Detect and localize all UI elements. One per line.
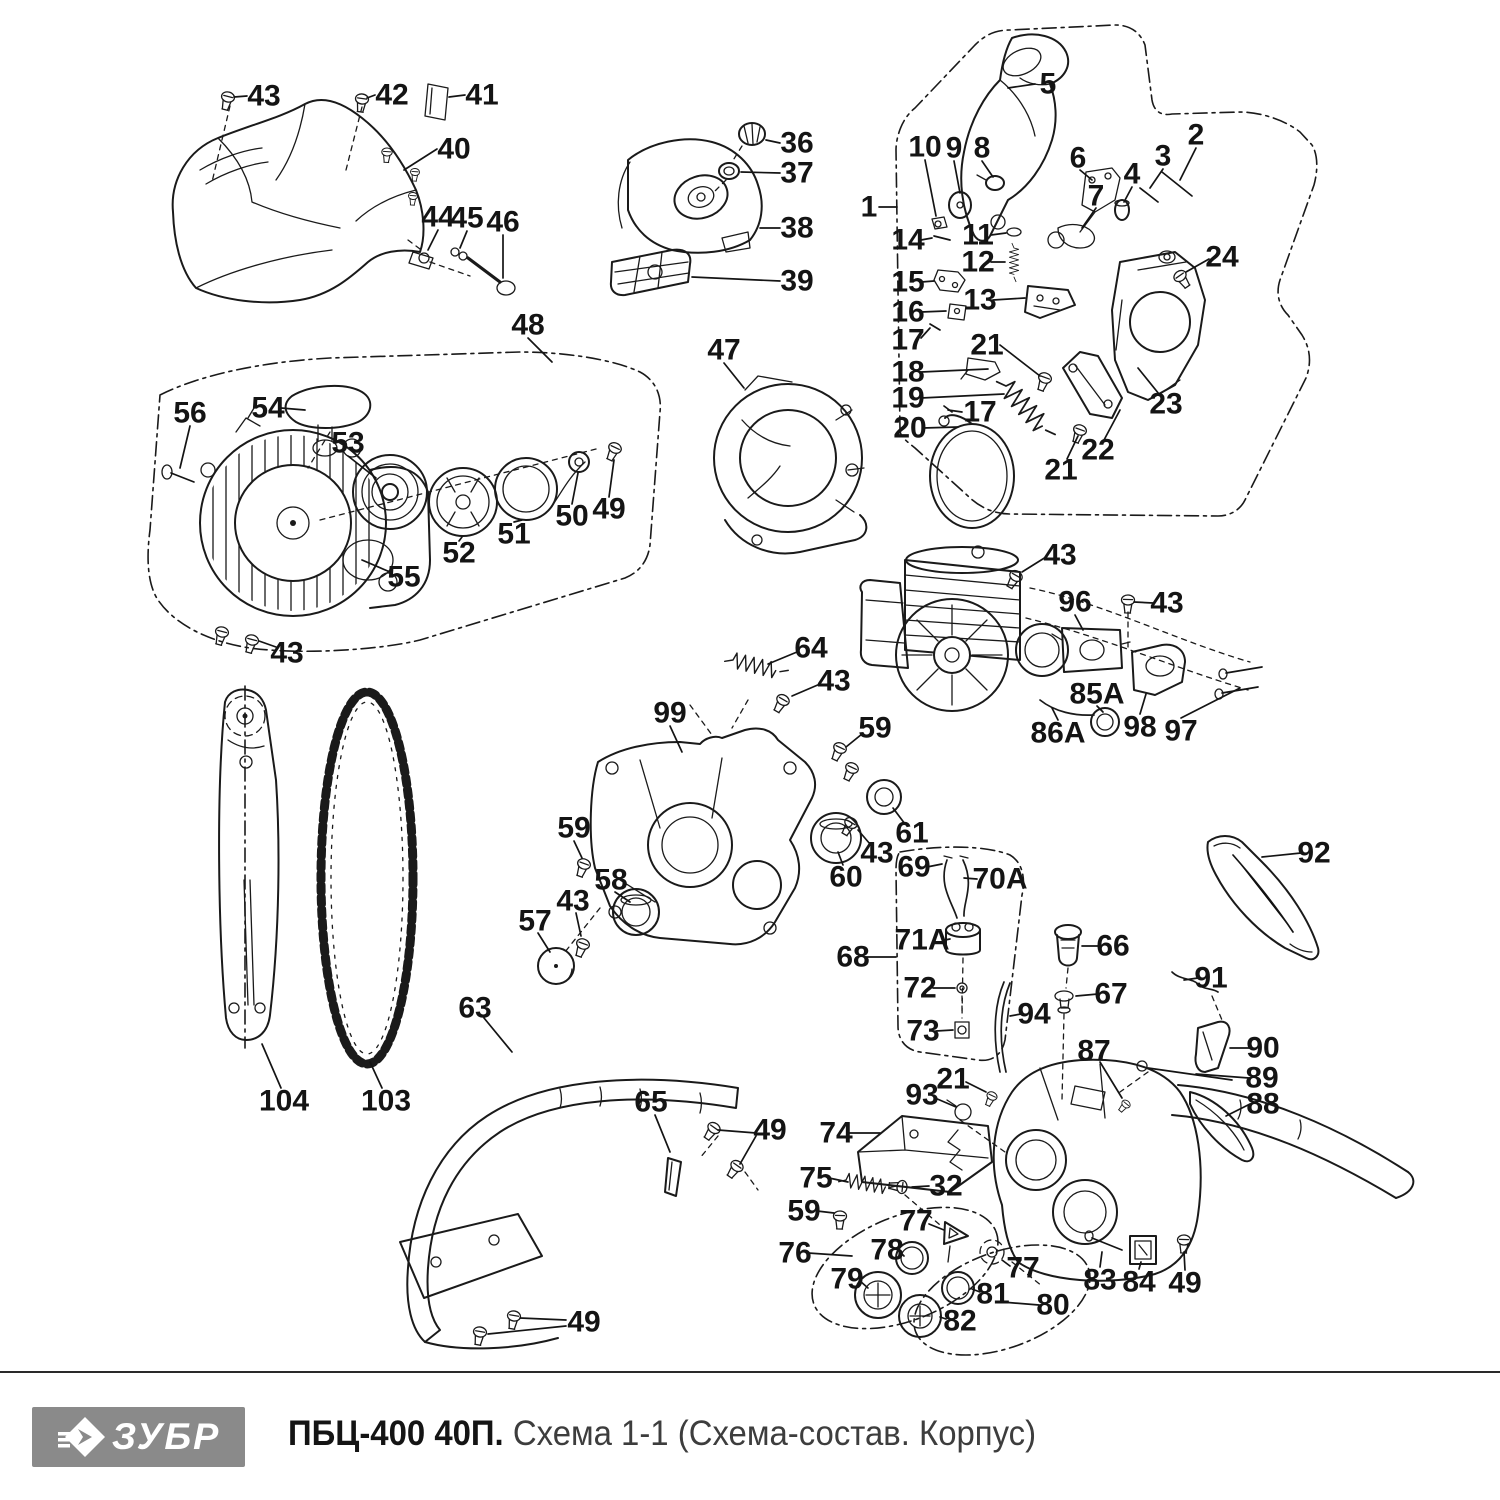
part-tank-body xyxy=(948,1060,1201,1281)
part-label-47: 47 xyxy=(707,333,741,367)
part-65-insert xyxy=(665,1158,681,1196)
part-label-17: 17 xyxy=(891,323,925,357)
part-label-8: 8 xyxy=(973,131,991,165)
part-label-43: 43 xyxy=(270,636,304,670)
part-43-screw xyxy=(771,692,791,714)
part-74-airbox xyxy=(858,1116,992,1192)
part-label-43: 43 xyxy=(556,884,590,918)
chain-drawing xyxy=(321,692,413,1064)
leader-line-104 xyxy=(262,1044,281,1088)
part-7-lever xyxy=(1048,225,1094,248)
part-label-39: 39 xyxy=(780,264,814,298)
part-59-screw xyxy=(829,741,848,763)
part-label-10: 10 xyxy=(908,130,942,164)
leader-line-37 xyxy=(741,172,780,173)
part-71A-filter xyxy=(946,923,980,955)
part-label-52: 52 xyxy=(442,536,476,570)
leader-line-5 xyxy=(1008,84,1035,88)
part-69-70A-hoses xyxy=(944,860,968,918)
part-label-86A: 86A xyxy=(1030,716,1086,750)
filter-cover-drawing xyxy=(611,123,765,295)
part-label-11: 11 xyxy=(962,218,994,252)
part-66-cap xyxy=(1055,925,1081,966)
leader-line-43 xyxy=(792,684,820,696)
part-label-21: 21 xyxy=(936,1062,970,1096)
part-label-21: 21 xyxy=(970,328,1004,362)
part-label-20: 20 xyxy=(893,411,927,445)
leader-line-47 xyxy=(724,363,744,388)
part-12-spring xyxy=(1009,243,1018,281)
leader-line-49 xyxy=(488,1326,566,1334)
part-61-buffer xyxy=(867,780,901,814)
part-label-61: 61 xyxy=(895,816,929,850)
leader-line-49 xyxy=(520,1318,566,1320)
part-36-knob xyxy=(739,123,765,145)
part-label-82: 82 xyxy=(943,1304,977,1338)
part-99-crankcase xyxy=(591,728,815,944)
part-44-latch xyxy=(409,252,433,269)
model-name: ПБЦ-400 40П. xyxy=(288,1414,504,1453)
page-title xyxy=(288,1414,1036,1454)
part-83-screw xyxy=(1085,1231,1122,1250)
leader-line-17 xyxy=(948,410,962,412)
part-label-18: 18 xyxy=(891,355,925,389)
part-label-50: 50 xyxy=(555,499,589,533)
part-49-screw xyxy=(701,1120,722,1142)
part-label-42: 42 xyxy=(375,78,409,112)
part-59-screw xyxy=(841,761,860,783)
part-label-79: 79 xyxy=(830,1262,864,1296)
part-38-cover xyxy=(618,139,761,252)
leader-line-39 xyxy=(692,277,780,281)
part-97-screws xyxy=(1215,667,1262,699)
leader-line-92 xyxy=(1262,853,1301,857)
part-label-81: 81 xyxy=(976,1277,1010,1311)
part-label-55: 55 xyxy=(387,560,421,594)
brand-logo-text: ЗУБР xyxy=(111,1416,221,1457)
part-label-78: 78 xyxy=(870,1233,904,1267)
part-label-3: 3 xyxy=(1154,139,1172,173)
part-20-brake-band xyxy=(930,415,1014,528)
part-label-2: 2 xyxy=(1187,118,1205,152)
leader-line-36 xyxy=(766,140,780,143)
part-label-65: 65 xyxy=(634,1085,668,1119)
part-label-57: 57 xyxy=(518,904,552,938)
leader-line-40 xyxy=(404,149,437,170)
leader-line-43 xyxy=(234,96,247,97)
part-label-43: 43 xyxy=(1043,538,1077,572)
part-label-77: 77 xyxy=(899,1204,933,1238)
part-37-washer xyxy=(719,163,739,179)
tank-assembly-drawing xyxy=(795,972,1414,1377)
part-45-bushing xyxy=(451,248,467,260)
leader-line-65 xyxy=(655,1115,670,1152)
leader-line-18 xyxy=(921,369,988,372)
leader-line-16 xyxy=(921,311,946,312)
part-label-6: 6 xyxy=(1069,141,1087,175)
part-label-99: 99 xyxy=(653,696,687,730)
crankcase-drawing xyxy=(538,651,901,984)
footer-divider xyxy=(0,1371,1500,1373)
leader-line-20 xyxy=(923,427,958,428)
guide-bar-drawing xyxy=(219,686,278,1048)
leader-line-2 xyxy=(1180,148,1196,180)
part-label-44: 44 xyxy=(421,200,455,234)
part-label-83: 83 xyxy=(1083,1263,1117,1297)
part-label-103: 103 xyxy=(360,1084,412,1118)
part-43-screw xyxy=(572,937,590,958)
part-59-screw xyxy=(833,1211,847,1229)
part-label-67: 67 xyxy=(1094,977,1128,1011)
part-label-45: 45 xyxy=(450,201,484,235)
part-8-ring xyxy=(977,175,1004,190)
part-85A-primer xyxy=(1091,708,1119,736)
leader-line-41 xyxy=(449,95,465,97)
part-label-84: 84 xyxy=(1122,1265,1156,1299)
part-9-washer xyxy=(949,192,971,218)
part-49-screw xyxy=(471,1326,487,1346)
leader-line-76 xyxy=(808,1253,852,1256)
part-14-pin xyxy=(934,236,950,240)
part-label-80: 80 xyxy=(1036,1288,1070,1322)
part-label-43: 43 xyxy=(817,664,851,698)
part-49-screw xyxy=(505,1310,521,1330)
fan-housing-drawing xyxy=(714,376,866,553)
part-2-pin xyxy=(1162,172,1192,196)
part-84-switch xyxy=(1130,1236,1156,1264)
part-label-63: 63 xyxy=(458,991,492,1025)
part-label-68: 68 xyxy=(836,940,870,974)
part-59-screw xyxy=(573,857,591,878)
part-label-49: 49 xyxy=(753,1113,787,1147)
part-67-valve xyxy=(1055,991,1073,1013)
part-label-40: 40 xyxy=(437,132,471,166)
part-19-spring xyxy=(993,373,1059,444)
part-label-48: 48 xyxy=(511,308,545,342)
leader-line-42 xyxy=(367,95,375,98)
part-22-lever xyxy=(1063,352,1122,418)
part-label-96: 96 xyxy=(1058,585,1092,619)
part-label-49: 49 xyxy=(592,492,626,526)
part-label-14: 14 xyxy=(891,223,925,257)
part-41-gasket xyxy=(425,84,448,120)
part-60-buffer xyxy=(811,813,861,863)
part-label-4: 4 xyxy=(1123,157,1141,191)
part-label-66: 66 xyxy=(1096,929,1130,963)
leader-line-10 xyxy=(925,160,936,216)
part-label-74: 74 xyxy=(819,1116,853,1150)
part-label-91: 91 xyxy=(1194,961,1228,995)
leader-line-13 xyxy=(993,298,1025,300)
part-label-17: 17 xyxy=(963,395,997,429)
part-87-screw xyxy=(1117,1098,1132,1114)
part-label-76: 76 xyxy=(778,1236,812,1270)
part-label-15: 15 xyxy=(891,265,925,299)
part-label-5: 5 xyxy=(1039,67,1057,101)
leader-line-99 xyxy=(670,726,682,752)
brand-logo xyxy=(32,1407,245,1467)
part-label-36: 36 xyxy=(780,126,814,160)
leader-line-64 xyxy=(768,652,797,664)
part-64-spring xyxy=(724,651,790,681)
part-label-54: 54 xyxy=(251,391,285,425)
part-label-1: 1 xyxy=(860,190,878,224)
top-cover-drawing xyxy=(173,84,515,302)
part-label-73: 73 xyxy=(906,1014,940,1048)
part-label-93: 93 xyxy=(905,1078,939,1112)
leader-line-56 xyxy=(180,426,190,468)
part-label-75: 75 xyxy=(799,1161,833,1195)
part-label-49: 49 xyxy=(1168,1266,1202,1300)
part-label-87: 87 xyxy=(1077,1034,1111,1068)
part-label-85A: 85A xyxy=(1069,677,1125,711)
part-label-24: 24 xyxy=(1205,240,1239,274)
part-rear-grip xyxy=(1172,1085,1413,1198)
part-label-43: 43 xyxy=(1150,586,1184,620)
part-label-46: 46 xyxy=(486,205,520,239)
part-52-pulley xyxy=(429,468,497,536)
part-94-tube xyxy=(995,982,1010,1072)
part-73-clip xyxy=(955,1022,969,1038)
leader-line-21 xyxy=(1000,345,1040,376)
part-label-59: 59 xyxy=(557,811,591,845)
part-label-71A: 71A xyxy=(894,923,950,957)
schema-subtitle: Схема 1-1 (Схема-состав. Корпус) xyxy=(512,1414,1037,1453)
part-label-58: 58 xyxy=(594,863,628,897)
part-57-cap xyxy=(538,948,574,984)
part-label-43: 43 xyxy=(860,836,894,870)
part-label-64: 64 xyxy=(794,631,828,665)
part-label-94: 94 xyxy=(1017,997,1051,1031)
part-49-screw xyxy=(1177,1235,1191,1253)
part-label-16: 16 xyxy=(891,295,925,329)
part-label-12: 12 xyxy=(961,245,995,279)
part-label-98: 98 xyxy=(1123,710,1157,744)
part-90-trigger xyxy=(1195,1022,1229,1072)
part-label-69: 69 xyxy=(897,850,931,884)
part-label-88: 88 xyxy=(1246,1087,1280,1121)
part-label-43: 43 xyxy=(247,79,281,113)
part-label-37: 37 xyxy=(780,156,814,190)
part-23-cover xyxy=(1112,252,1205,400)
part-label-23: 23 xyxy=(1149,387,1183,421)
part-label-70A: 70A xyxy=(972,862,1028,896)
part-label-59: 59 xyxy=(787,1194,821,1228)
part-label-51: 51 xyxy=(497,517,531,551)
part-43-screw xyxy=(242,633,259,654)
leader-line-49 xyxy=(718,1130,756,1133)
part-43-screw xyxy=(1121,595,1135,613)
part-label-22: 22 xyxy=(1081,433,1115,467)
part-3-pin xyxy=(1140,188,1158,202)
leader-line-55 xyxy=(362,560,390,572)
part-21-screw xyxy=(983,1090,999,1107)
part-77-clip-a xyxy=(944,1222,968,1262)
part-98-bracket xyxy=(1132,645,1185,695)
part-label-49: 49 xyxy=(567,1305,601,1339)
part-75-spring xyxy=(838,1172,898,1196)
part-label-56: 56 xyxy=(173,396,207,430)
part-label-9: 9 xyxy=(945,131,963,165)
part-label-38: 38 xyxy=(780,211,814,245)
part-label-59: 59 xyxy=(858,711,892,745)
part-13-plate xyxy=(1025,286,1075,318)
leader-line-48 xyxy=(528,338,552,362)
part-81-ring xyxy=(942,1272,974,1304)
part-49-screw xyxy=(604,441,623,463)
part-label-92: 92 xyxy=(1297,836,1331,870)
leader-line-9 xyxy=(954,161,960,193)
part-10-nut xyxy=(932,217,947,229)
part-label-72: 72 xyxy=(903,971,937,1005)
part-17-pin-a xyxy=(930,324,940,330)
leader-line-97 xyxy=(1181,688,1240,718)
part-label-13: 13 xyxy=(963,283,997,317)
part-label-32: 32 xyxy=(929,1169,963,1203)
part-label-53: 53 xyxy=(331,426,365,460)
part-46-choke-rod xyxy=(468,258,515,295)
brand-logo-icon xyxy=(58,1414,106,1460)
part-label-89: 89 xyxy=(1245,1061,1279,1095)
part-label-21: 21 xyxy=(1044,453,1078,487)
part-93-clamp xyxy=(947,1100,971,1120)
part-label-60: 60 xyxy=(829,860,863,894)
part-56-screw xyxy=(162,465,194,482)
part-11-washer xyxy=(1007,228,1021,236)
part-label-77: 77 xyxy=(1006,1251,1040,1285)
part-label-104: 104 xyxy=(258,1084,310,1118)
part-label-90: 90 xyxy=(1246,1031,1280,1065)
part-label-7: 7 xyxy=(1087,179,1105,213)
part-39-filter xyxy=(611,250,690,295)
leader-line-49 xyxy=(609,460,614,497)
leader-line-32 xyxy=(912,1186,929,1187)
part-label-41: 41 xyxy=(465,78,499,112)
part-label-19: 19 xyxy=(891,381,925,415)
part-4-bushing xyxy=(1115,200,1129,220)
part-label-97: 97 xyxy=(1164,714,1198,748)
